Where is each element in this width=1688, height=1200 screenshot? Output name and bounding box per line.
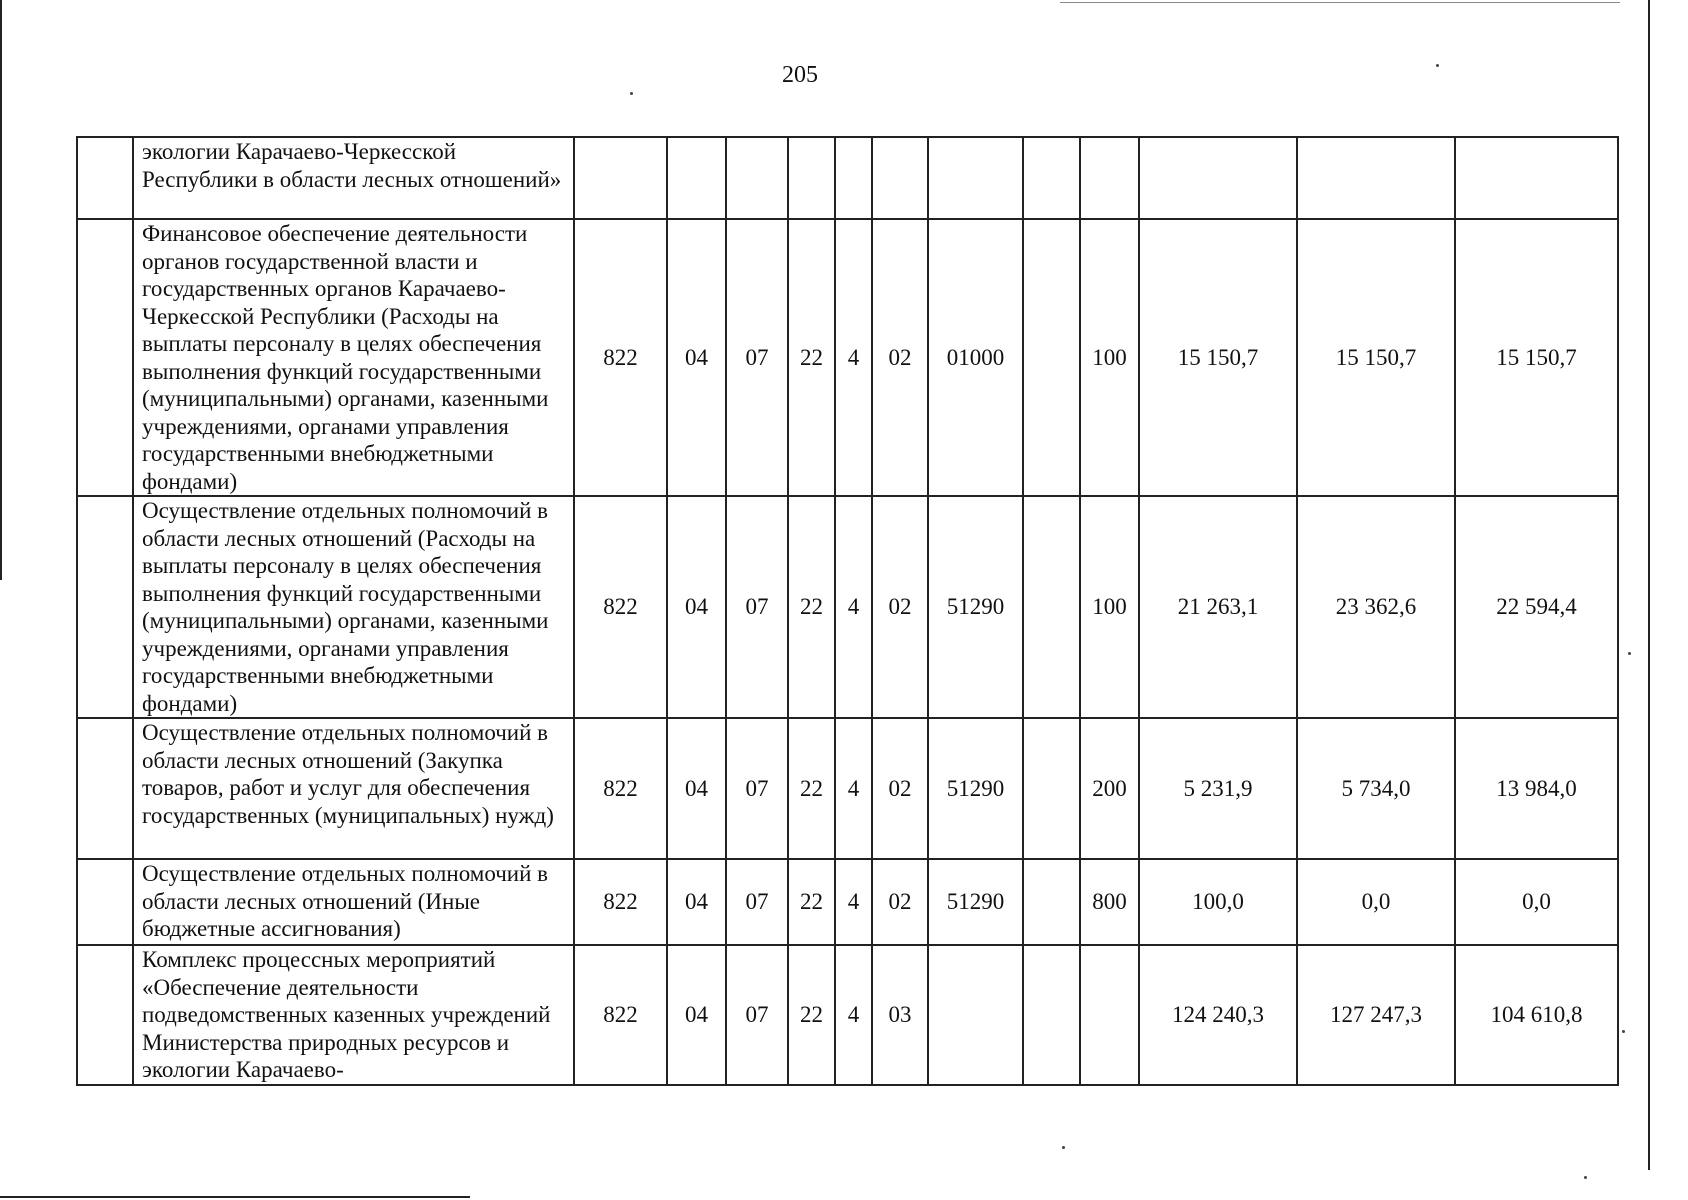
section-cell: 04: [667, 219, 726, 496]
scan-speck: [1628, 652, 1631, 655]
complex-cell: [872, 137, 928, 219]
expense-type-cell: 800: [1080, 859, 1139, 945]
subsection-cell: 07: [726, 945, 788, 1085]
complex-cell: 02: [872, 859, 928, 945]
ministry-code-cell: 822: [574, 859, 667, 945]
subprogram-cell: 4: [835, 718, 872, 859]
program-cell: 22: [788, 859, 835, 945]
blank-cell: [1023, 718, 1080, 859]
table-row: [77, 859, 1618, 945]
amount-year1-cell: 5 231,9: [1139, 718, 1297, 859]
subprogram-cell: 4: [835, 945, 872, 1085]
scan-edge-right: [1648, 0, 1650, 1170]
blank-cell: [1023, 945, 1080, 1085]
amount-year1-cell: [1139, 137, 1297, 219]
scan-speck: [1622, 1030, 1625, 1033]
blank-cell: [1023, 219, 1080, 496]
description-cell: Осуществление отдельных полномочий в области лесных отношений (Иные бюджетные ассигнования): [133, 859, 574, 945]
scan-edge-bottom: [0, 1196, 470, 1198]
amount-year2-cell: [1297, 137, 1455, 219]
program-cell: 22: [788, 718, 835, 859]
scan-speck: [630, 92, 633, 95]
direction-cell: 01000: [928, 219, 1023, 496]
subsection-cell: 07: [726, 496, 788, 718]
amount-year3-cell: 104 610,8: [1455, 945, 1618, 1085]
row-number-cell: [77, 137, 133, 219]
section-cell: 04: [667, 945, 726, 1085]
row-number-cell: [77, 718, 133, 859]
row-number-cell: [77, 859, 133, 945]
blank-cell: [1023, 496, 1080, 718]
table-row: [77, 945, 1618, 1085]
complex-cell: 02: [872, 496, 928, 718]
amount-year2-cell: 127 247,3: [1297, 945, 1455, 1085]
expense-type-cell: [1080, 137, 1139, 219]
amount-year3-cell: 0,0: [1455, 859, 1618, 945]
blank-cell: [1023, 137, 1080, 219]
section-cell: [667, 137, 726, 219]
subsection-cell: 07: [726, 219, 788, 496]
amount-year2-cell: 0,0: [1297, 859, 1455, 945]
description-cell: Финансовое обеспечение деятельности органов государственной власти и государственных органов Карачаево-Черкесской Республики (Расходы на выплаты персоналу в целях обеспечения выполнения функций государственными (муниципальными) органами, казенными учреждениями, органами управления государственными внебюджетными фондами): [133, 219, 574, 496]
amount-year2-cell: 23 362,6: [1297, 496, 1455, 718]
direction-cell: [928, 945, 1023, 1085]
ministry-code-cell: 822: [574, 718, 667, 859]
description-cell: Комплекс процессных мероприятий «Обеспечение деятельности подведомственных казенных учреждений Министерства природных ресурсов и экологии Карачаево-: [133, 945, 574, 1085]
table-row: [77, 137, 1618, 219]
scan-speck: [1062, 1146, 1065, 1149]
description-cell: экологии Карачаево-Черкесской Республики в области лесных отношений»: [133, 137, 574, 219]
table-row: [77, 219, 1618, 496]
budget-table: [76, 136, 1619, 1086]
description-cell: Осуществление отдельных полномочий в области лесных отношений (Закупка товаров, работ и услуг для обеспечения государственных (муниципальных) нужд): [133, 718, 574, 859]
amount-year3-cell: [1455, 137, 1618, 219]
page-number: 205: [782, 62, 818, 88]
complex-cell: 02: [872, 219, 928, 496]
amount-year3-cell: 13 984,0: [1455, 718, 1618, 859]
amount-year3-cell: 15 150,7: [1455, 219, 1618, 496]
amount-year1-cell: 21 263,1: [1139, 496, 1297, 718]
amount-year2-cell: 5 734,0: [1297, 718, 1455, 859]
row-number-cell: [77, 945, 133, 1085]
scan-edge-top: [1060, 2, 1620, 3]
section-cell: 04: [667, 859, 726, 945]
expense-type-cell: [1080, 945, 1139, 1085]
section-cell: 04: [667, 496, 726, 718]
row-number-cell: [77, 219, 133, 496]
amount-year1-cell: 100,0: [1139, 859, 1297, 945]
program-cell: 22: [788, 945, 835, 1085]
amount-year2-cell: 15 150,7: [1297, 219, 1455, 496]
direction-cell: [928, 137, 1023, 219]
amount-year1-cell: 124 240,3: [1139, 945, 1297, 1085]
table-row: [77, 496, 1618, 718]
direction-cell: 51290: [928, 859, 1023, 945]
ministry-code-cell: 822: [574, 219, 667, 496]
description-cell: Осуществление отдельных полномочий в области лесных отношений (Расходы на выплаты персоналу в целях обеспечения выполнения функций государственными (муниципальными) органами, казенными учреждениями, органами управления государственными внебюджетными фондами): [133, 496, 574, 718]
direction-cell: 51290: [928, 496, 1023, 718]
ministry-code-cell: [574, 137, 667, 219]
program-cell: 22: [788, 496, 835, 718]
table-row: [77, 718, 1618, 859]
program-cell: 22: [788, 219, 835, 496]
blank-cell: [1023, 859, 1080, 945]
subprogram-cell: [835, 137, 872, 219]
ministry-code-cell: 822: [574, 496, 667, 718]
scan-speck: [1584, 1176, 1587, 1179]
row-number-cell: [77, 496, 133, 718]
subsection-cell: 07: [726, 718, 788, 859]
subsection-cell: 07: [726, 859, 788, 945]
subprogram-cell: 4: [835, 496, 872, 718]
ministry-code-cell: 822: [574, 945, 667, 1085]
complex-cell: 02: [872, 718, 928, 859]
section-cell: 04: [667, 718, 726, 859]
complex-cell: 03: [872, 945, 928, 1085]
subprogram-cell: 4: [835, 219, 872, 496]
subprogram-cell: 4: [835, 859, 872, 945]
expense-type-cell: 200: [1080, 718, 1139, 859]
expense-type-cell: 100: [1080, 219, 1139, 496]
direction-cell: 51290: [928, 718, 1023, 859]
subsection-cell: [726, 137, 788, 219]
expense-type-cell: 100: [1080, 496, 1139, 718]
amount-year3-cell: 22 594,4: [1455, 496, 1618, 718]
program-cell: [788, 137, 835, 219]
amount-year1-cell: 15 150,7: [1139, 219, 1297, 496]
